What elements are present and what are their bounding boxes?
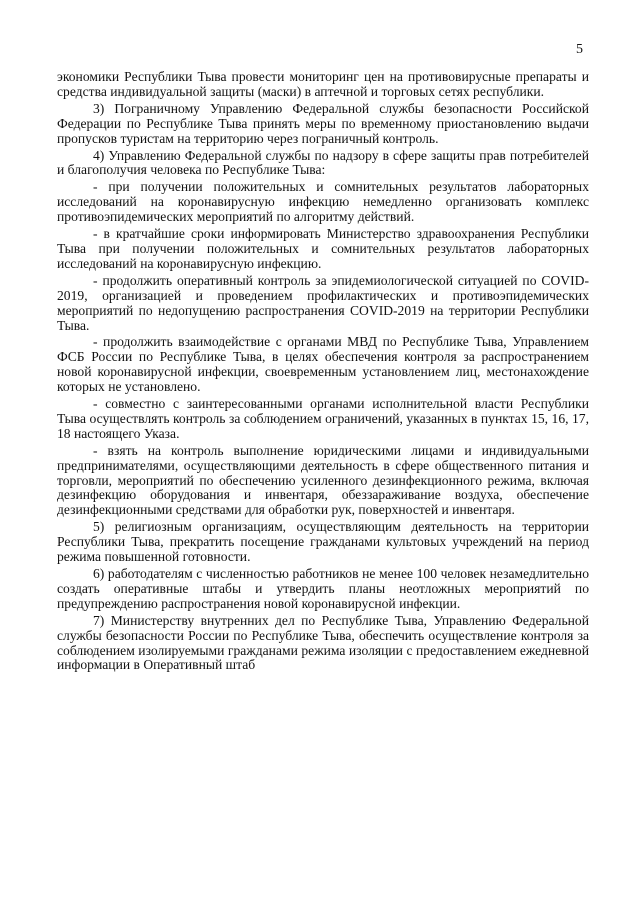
paragraph-item-5-religious-organizations: 5) религиозным организациям, осуществляющим деятельность на территории Республики Тыва, прекратить посещение гражданами культовых учреждений на период режима повышенной готовности.	[57, 519, 589, 565]
paragraph-continuation: экономики Республики Тыва провести мониторинг цен на противовирусные препараты и средства индивидуальной защиты (маски) в аптечной и торговых сетях республики.	[57, 69, 589, 99]
paragraph-subitem-restrictions-control: - совместно с заинтересованными органами исполнительной власти Республики Тыва осуществлять контроль за соблюдением ограничений, указанных в пунктах 15, 16, 17, 18 настоящего Указа.	[57, 396, 589, 441]
paragraph-subitem-epidemic-measures: - при получении положительных и сомнительных результатов лабораторных исследований на коронавирусную инфекцию немедленно организовать комплекс противоэпидемических мероприятий по алгоритму действий.	[57, 179, 589, 225]
paragraph-item-7-interior-ministry: 7) Министерству внутренних дел по Республике Тыва, Управлению Федеральной службы безопасности России по Республике Тыва, обеспечить осуществление контроля за соблюдением изолируемыми гражданами режима изоляции с предоставлением ежедневной информации в Оперативный штаб	[57, 612, 589, 673]
paragraph-item-3-border-service: 3) Пограничному Управлению Федеральной службы безопасности Российской Федерации по Республике Тыва принять меры по временному приостановлению выдачи пропусков туристам на территорию через пограничный контроль.	[57, 100, 589, 146]
paragraph-subitem-disinfection-control: - взять на контроль выполнение юридическими лицами и индивидуальными предпринимателями, осуществляющими деятельность в сфере общественного питания и торговли, мероприятий по обеспечению усиленного дезинфекционного режима, включая дезинфекцию оборудования и инвентаря, обеззараживание воздуха, обеспечение дезинфекционными средствами для обработки рук, поверхностей и инвентаря.	[57, 442, 589, 518]
page-number: 5	[576, 42, 583, 57]
paragraph-item-4-rospotrebnadzor: 4) Управлению Федеральной службы по надзору в сфере защиты прав потребителей и благополучия человека по Республике Тыва:	[57, 147, 589, 178]
paragraph-subitem-operational-control: - продолжить оперативный контроль за эпидемиологической ситуацией по COVID-2019, организацией и проведением профилактических и противоэпидемических мероприятий по недопущению распространения COVID-2019 на территории Республики Тыва.	[57, 272, 589, 333]
document-body	[57, 70, 589, 675]
paragraph-subitem-cooperation-mvd-fsb: - продолжить взаимодействие с органами МВД по Республике Тыва, Управлением ФСБ России по Республике Тыва, в целях обеспечения контроля за распространением новой коронавирусной инфекции, своевременным установлением лиц, местонахождение которых не установлено.	[57, 334, 589, 395]
paragraph-subitem-inform-ministry: - в кратчайшие сроки информировать Министерство здравоохранения Республики Тыва при получении положительных и сомнительных результатов лабораторных исследований на коронавирусную инфекцию.	[57, 226, 589, 271]
paragraph-item-6-employers: 6) работодателям с численностью работников не менее 100 человек незамедлительно создать оперативные штабы и утвердить планы неотложных мероприятий по предупреждению распространения новой коронавирусной инфекции.	[57, 566, 589, 611]
